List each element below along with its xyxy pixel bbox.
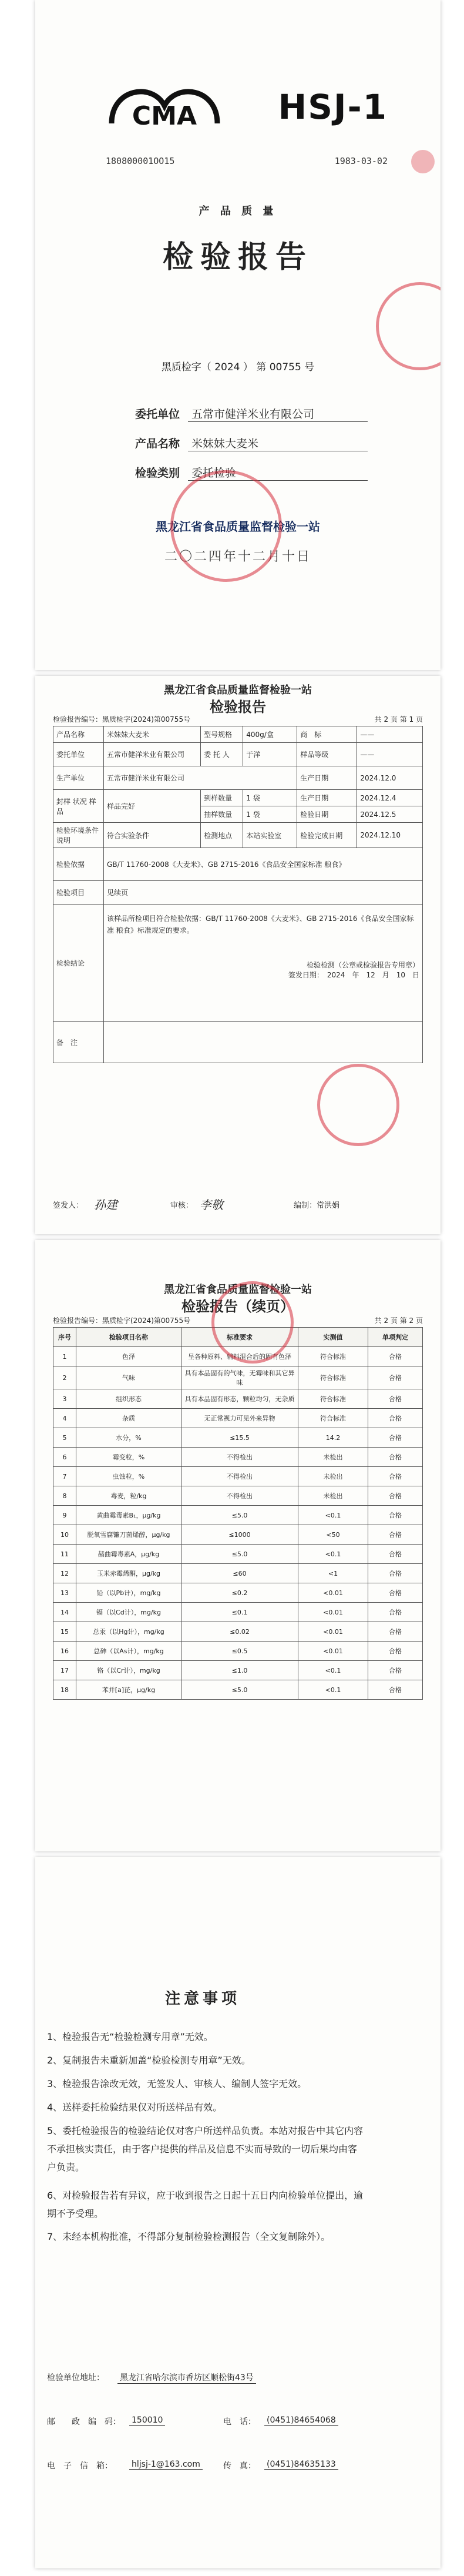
cell: 符合标准 [298,1347,368,1366]
conclusion-seal-text: 检验检测（公章或检验报告专用章） [306,961,419,969]
cell: 检验项目 [53,881,104,905]
cell: 2024.12.10 [357,823,423,848]
cell: 合格 [368,1409,423,1428]
cell: 合格 [368,1428,423,1448]
cell: 检验环境条件说明 [53,823,104,848]
cell: 1 袋 [243,806,297,823]
report-meta [53,714,423,724]
cell: 具有本品固有形态，颗粒均匀，无杂质 [181,1389,298,1409]
cell: 7 [53,1467,76,1486]
cell: 3 [53,1389,76,1409]
phone-label: 电 话： [223,2417,256,2427]
cell: 备 注 [53,1022,104,1063]
cell: ≤60 [181,1564,298,1583]
email-value: hljsj-1@163.com [129,2460,203,2470]
page-count: 共 2 页 第 1 页 [374,715,423,723]
cell: 委 托 人 [201,743,243,766]
cell: —— [357,743,423,766]
category-value: 委托检验 [188,464,368,481]
report-org: 黑龙江省食品质量监督检验一站 [164,684,312,696]
cell: 赭曲霉毒素A，μg/kg [76,1545,181,1564]
table-row [53,905,423,1022]
table-row [53,726,423,743]
cell: 合格 [368,1583,423,1603]
cell: 玉米赤霉烯酮，μg/kg [76,1564,181,1583]
product-row [135,435,370,451]
notice-item: 3、检验报告涂改无效，无签发人、审核人、编制人签字无效。 [47,2078,307,2089]
cover-date: 二〇二四年十二月十日 [164,550,311,564]
client-label: 委托单位 [135,408,180,421]
continuation-org: 黑龙江省食品质量监督检验一站 [164,1284,312,1296]
header-cell: 实测值 [298,1328,368,1347]
cell: 400g/盒 [243,726,297,743]
edge-seal [376,282,441,370]
cell: 组织形态 [76,1389,181,1409]
cell: 14.2 [298,1428,368,1448]
cell: 合格 [368,1366,423,1389]
hsj-date: 1983-03-02 [334,156,388,166]
table-row [53,790,423,806]
continuation-title: 检验报告（续页） [181,1298,294,1315]
cell: 不得检出 [181,1486,298,1506]
table-row [53,1448,423,1467]
cell: 商 标 [297,726,357,743]
cell: 合格 [368,1642,423,1661]
table-row [53,823,423,848]
cell: 虫蚀粒，% [76,1467,181,1486]
cell: <0.1 [298,1506,368,1525]
cell: 委托单位 [53,743,104,766]
cell: 1 [53,1347,76,1366]
results-table [53,1327,423,1700]
cell: 呈各种原料、辅料混合后的固有色泽 [181,1347,298,1366]
sign-date: 签发日期： 2024 年 12 月 10 日 [288,971,419,979]
notice-item: 2、复制报告未重新加盖“检验检测专用章”无效。 [47,2055,251,2066]
postcode-value: 150010 [129,2416,165,2426]
issuer-signature: 孙建 [94,1198,117,1212]
table-row [53,1661,423,1680]
conclusion-text: 该样品所检项目符合检验依据：GB/T 11760-2008《大麦米》、GB 2715-2016《食品安全国家标准 粮食》标准规定的要求。 [107,915,414,934]
cell: 17 [53,1661,76,1680]
cell: 抽样数量 [201,806,243,823]
cell: <50 [298,1525,368,1545]
cell: <0.01 [298,1603,368,1622]
cover-issuer: 黑龙江省食品质量监督检验一站 [156,520,320,534]
cell: 未检出 [298,1486,368,1506]
cell: 符合标准 [298,1366,368,1389]
fax-value: (0451)84635133 [264,2460,338,2470]
table-row [53,1525,423,1545]
cell: 检验完成日期 [297,823,357,848]
email-label: 电 子 信 箱： [47,2461,113,2471]
cell: <0.01 [298,1622,368,1642]
cell: 生产日期 [297,766,357,790]
cell: 于洋 [243,743,297,766]
table-row [53,1366,423,1389]
cma-code: 180800001OO15 [106,156,175,166]
cell: 合格 [368,1661,423,1680]
table-row [53,848,423,881]
cell: 未检出 [298,1467,368,1486]
address-label: 检验单位地址： [47,2373,105,2383]
cell: 检验依据 [53,848,104,881]
table-row [53,1603,423,1622]
table-row [53,1428,423,1448]
cell: 5 [53,1428,76,1448]
cell: ≤1.0 [181,1661,298,1680]
report-seal [317,1064,399,1146]
table-row [53,1564,423,1583]
table-row [53,881,423,905]
cell: 生产单位 [53,766,104,790]
cell [104,1022,423,1063]
cell: —— [357,726,423,743]
cell: 气味 [76,1366,181,1389]
cell: 总砷（以As计），mg/kg [76,1642,181,1661]
header-cell: 单项判定 [368,1328,423,1347]
cell: 具有本品固有的气味，无霉味和其它异味 [181,1366,298,1389]
cell: 不得检出 [181,1448,298,1467]
product-value: 米妹妹大麦米 [188,435,368,451]
cell: 总汞（以Hg计），mg/kg [76,1622,181,1642]
product-label: 产品名称 [135,437,180,450]
table-row [53,1506,423,1525]
cell: 铬（以Cr计），mg/kg [76,1661,181,1680]
notice-item: 1、检验报告无“检验检测专用章”无效。 [47,2031,213,2042]
cell: <0.1 [298,1680,368,1700]
report-number-line: 检验报告编号：黑质检字(2024)第00755号 [53,715,191,723]
cell: <0.1 [298,1545,368,1564]
cell: 合格 [368,1545,423,1564]
reviewer-label: 审核： [170,1201,194,1210]
client-value: 五常市健洋米业有限公司 [188,406,368,422]
phone-value: (0451)84654068 [264,2416,338,2426]
cell: 脱氧雪腐镰刀菌烯醇，μg/kg [76,1525,181,1545]
cell: ≤0.1 [181,1603,298,1622]
cell: 合格 [368,1467,423,1486]
cell: 型号规格 [201,726,243,743]
conclusion-cell [104,905,423,1022]
cell: 合格 [368,1389,423,1409]
cell: 封样 状况 样品 [53,790,104,823]
cell: 18 [53,1680,76,1700]
cell: GB/T 11760-2008《大麦米》、GB 2715-2016《食品安全国家标准 粮食》 [104,848,423,881]
cell: 10 [53,1525,76,1545]
cell: 铅（以Pb计），mg/kg [76,1583,181,1603]
cell: 生产日期 [297,790,357,806]
cell: 苯并[a]芘，μg/kg [76,1680,181,1700]
table-row [53,1545,423,1564]
table-row [53,1467,423,1486]
issuer-label: 签发人： [53,1201,84,1210]
results-body [53,1347,423,1700]
cell: 符合标准 [298,1389,368,1409]
cell: 本站实验室 [243,823,297,848]
continuation-number: 检验报告编号：黑质检字(2024)第00755号 [53,1317,191,1325]
cell: 合格 [368,1486,423,1506]
cell: 五常市健洋米业有限公司 [104,743,201,766]
cell: 无正常视力可见外来异物 [181,1409,298,1428]
cell: 水分，% [76,1428,181,1448]
reviewer-signature: 李敬 [200,1198,223,1212]
cell: 见续页 [104,881,423,905]
cell: 检验日期 [297,806,357,823]
client-row [135,406,370,422]
cell: 合格 [368,1506,423,1525]
report-table [53,726,423,1063]
cell: ≤1000 [181,1525,298,1545]
notice-item: 7、未经本机构批准，不得部分复制检验检测报告（全文复制除外）。 [47,2231,331,2242]
table-row [53,766,423,790]
table-row [53,1642,423,1661]
cell: 黄曲霉毒素B₁，μg/kg [76,1506,181,1525]
header-cell: 序号 [53,1328,76,1347]
report-title: 检验报告 [210,698,266,715]
table-row [53,743,423,766]
cell: 检验结论 [53,905,104,1022]
fax-label: 传 真： [223,2461,256,2471]
seal-mark [411,150,435,173]
cell: <0.01 [298,1583,368,1603]
cover-page [35,0,441,670]
table-row [53,1389,423,1409]
cell: 2 [53,1366,76,1389]
cell: 8 [53,1486,76,1506]
cell: 合格 [368,1680,423,1700]
cell: <1 [298,1564,368,1583]
table-row [53,1622,423,1642]
cell: 13 [53,1583,76,1603]
cell: 霉变粒，% [76,1448,181,1467]
cell: 15 [53,1622,76,1642]
cover-title: 检验报告 [162,239,313,275]
continuation-seal [211,1281,294,1364]
writer-label: 编制：常洪娟 [294,1201,340,1210]
cell: <0.01 [298,1642,368,1661]
cell: 2024.12.0 [357,766,423,790]
cell: ≤0.2 [181,1583,298,1603]
cell: 合格 [368,1564,423,1583]
notice-title: 注意事项 [164,1990,240,2008]
cell: 合格 [368,1448,423,1467]
logo-row [106,82,388,135]
cell: ≤5.0 [181,1545,298,1564]
cell: 样品完好 [104,790,201,823]
cell: 符合实验条件 [104,823,201,848]
cma-logo-icon [106,82,223,133]
table-row [53,1022,423,1063]
cell: 1 袋 [243,790,297,806]
cell: 色泽 [76,1347,181,1366]
cell: 合格 [368,1525,423,1545]
continuation-page-count: 共 2 页 第 2 页 [374,1317,423,1325]
cell: ≤0.02 [181,1622,298,1642]
cell: 6 [53,1448,76,1467]
cell: 样品等级 [297,743,357,766]
cell: 米妹妹大麦米 [104,726,201,743]
table-row [53,1583,423,1603]
cell: 2024.12.4 [357,790,423,806]
notice-item: 6、对检验报告若有异议，应于收到报告之日起十五日内向检验单位提出，逾期不予受理。 [47,2190,364,2219]
cell: 不得检出 [181,1467,298,1486]
notice-item: 5、委托检验报告的检验结论仅对客户所送样品负责。本站对报告中其它内容不承担核实责任，由于客户提供的样品及信息不实而导致的一切后果均由客户负责。 [47,2125,364,2173]
cell: 毒麦，粒/kg [76,1486,181,1506]
cell: ≤0.5 [181,1642,298,1661]
cell: 镉（以Cd计），mg/kg [76,1603,181,1622]
address-value: 黑龙江省哈尔滨市香坊区顺松街43号 [117,2371,256,2384]
quality-line: 产 品 质 量 [199,205,277,217]
postcode-label: 邮 政 编 码： [47,2417,121,2427]
report-number: 黑质检字（ 2024 ） 第 00755 号 [161,361,315,373]
cell: 合格 [368,1603,423,1622]
cell: 产品名称 [53,726,104,743]
svg-text:CMA: CMA [132,101,197,131]
cell: 4 [53,1409,76,1428]
cell: 12 [53,1564,76,1583]
cell: 14 [53,1603,76,1622]
table-row [53,1409,423,1428]
cell: 五常市健洋米业有限公司 [104,766,297,790]
cell: 未检出 [298,1448,368,1467]
cell: ≤5.0 [181,1506,298,1525]
cell: ≤15.5 [181,1428,298,1448]
cell: 合格 [368,1347,423,1366]
table-row [53,1486,423,1506]
cell: 16 [53,1642,76,1661]
header-cell: 检验项目名称 [76,1328,181,1347]
cell: 杂质 [76,1409,181,1428]
cell: 11 [53,1545,76,1564]
category-label: 检验类别 [135,467,180,480]
cell: 2024.12.5 [357,806,423,823]
cell: ≤5.0 [181,1680,298,1700]
hsj-logo: HSJ-1 [278,87,388,127]
header-cell: 标准要求 [181,1328,298,1347]
cell: 9 [53,1506,76,1525]
cell: 合格 [368,1622,423,1642]
notice-item: 4、送样委托检验结果仅对所送样品有效。 [47,2102,223,2113]
official-seal [170,470,282,582]
cell: 到样数量 [201,790,243,806]
cell: 检测地点 [201,823,243,848]
table-row [53,1680,423,1700]
cell: <0.1 [298,1661,368,1680]
cell: 符合标准 [298,1409,368,1428]
